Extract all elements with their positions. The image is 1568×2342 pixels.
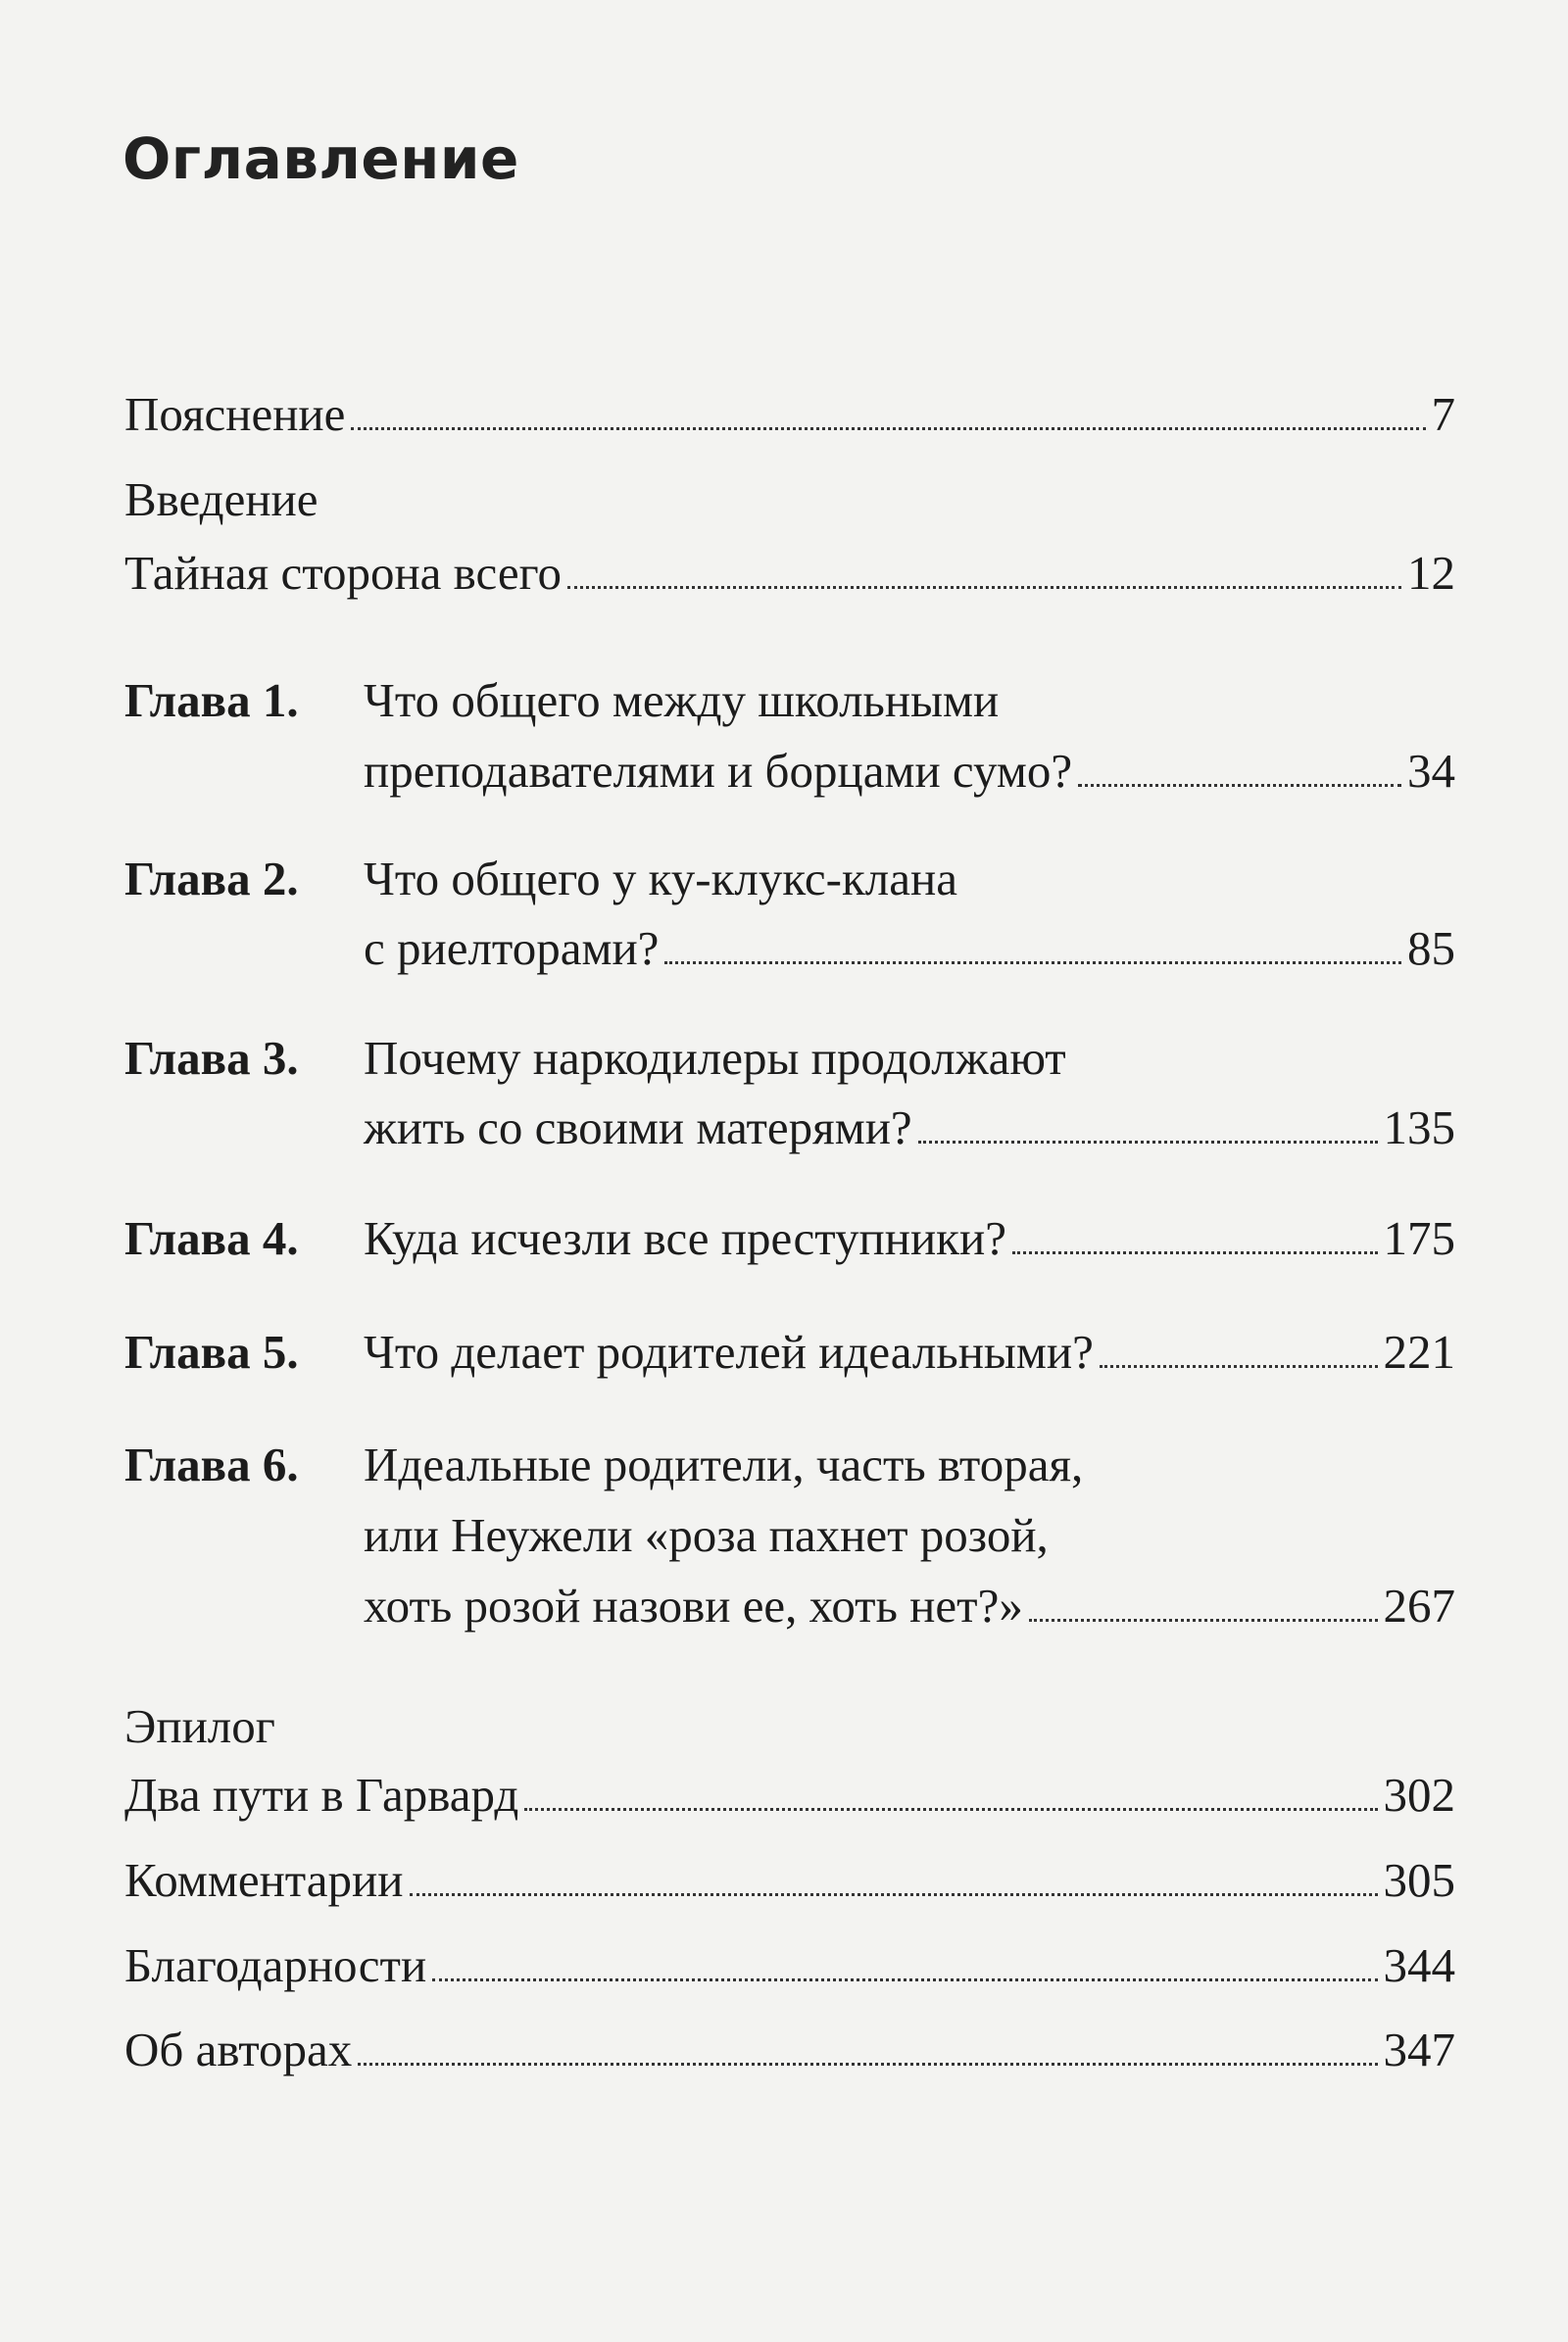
entry-title: жить со своими матерями?: [364, 1100, 912, 1154]
chapter-3-title-line-1[interactable]: Почему наркодилеры продолжают: [364, 1031, 1066, 1085]
chapter-2-title-line-1[interactable]: Что общего у ку-клукс-клана: [364, 852, 957, 905]
chapter-6-label: Глава 6.: [124, 1438, 299, 1491]
chapter-1-title-line-1[interactable]: Что общего между школьными: [364, 673, 1000, 727]
entry-page: 267: [1383, 1579, 1455, 1633]
entry-page: 221: [1383, 1325, 1455, 1379]
dot-leader: [1029, 1619, 1378, 1622]
entry-title: Два пути в Гарвард: [124, 1768, 519, 1822]
chapter-1-label: Глава 1.: [124, 673, 299, 727]
entry-page: 305: [1383, 1853, 1455, 1907]
toc-entry-comments[interactable]: [124, 1851, 1455, 1910]
chapter-5-label: Глава 5.: [124, 1325, 299, 1379]
toc-entry-chapter-6[interactable]: [364, 1577, 1455, 1635]
section-heading-epilogue: Эпилог: [124, 1699, 275, 1753]
entry-title: Пояснение: [124, 387, 346, 441]
dot-leader: [524, 1808, 1377, 1811]
dot-leader: [432, 1978, 1377, 1981]
dot-leader: [664, 961, 1401, 964]
dot-leader: [1012, 1251, 1378, 1254]
page-title: Оглавление: [122, 125, 519, 192]
toc-entry-clarification[interactable]: [124, 385, 1455, 444]
chapter-3-label: Глава 3.: [124, 1031, 299, 1085]
chapter-6-title-line-2[interactable]: или Неужели «роза пахнет розой,: [364, 1508, 1049, 1562]
chapter-6-title-line-1[interactable]: Идеальные родители, часть вторая,: [364, 1438, 1084, 1491]
toc-entry-chapter-1[interactable]: [364, 742, 1455, 801]
entry-title: хоть розой назови ее, хоть нет?»: [364, 1579, 1023, 1633]
toc-entry-thanks[interactable]: [124, 1936, 1455, 1995]
entry-page: 175: [1383, 1211, 1455, 1265]
toc-entry-authors[interactable]: [124, 2021, 1455, 2079]
entry-title: Благодарности: [124, 1938, 427, 1992]
entry-title: Что делает родителей идеальными?: [364, 1325, 1094, 1379]
dot-leader: [567, 586, 1401, 589]
entry-title: Тайная сторона всего: [124, 546, 563, 600]
dot-leader: [410, 1893, 1378, 1896]
toc-entry-intro[interactable]: [124, 544, 1455, 603]
toc-entry-chapter-2[interactable]: [364, 919, 1455, 978]
dot-leader: [918, 1141, 1378, 1144]
entry-page: 344: [1383, 1938, 1455, 1992]
dot-leader: [358, 2063, 1377, 2066]
entry-title: Комментарии: [124, 1853, 404, 1907]
toc-entry-epilogue[interactable]: [124, 1766, 1455, 1825]
entry-page: 135: [1383, 1100, 1455, 1154]
toc-entry-chapter-4[interactable]: [364, 1209, 1455, 1268]
entry-page: 12: [1407, 546, 1455, 600]
dot-leader: [1100, 1365, 1378, 1368]
entry-page: 34: [1407, 744, 1455, 798]
entry-page: 347: [1383, 2023, 1455, 2076]
chapter-4-label: Глава 4.: [124, 1211, 299, 1265]
entry-page: 7: [1431, 387, 1455, 441]
section-heading-intro: Введение: [124, 472, 318, 526]
entry-page: 85: [1407, 921, 1455, 975]
entry-title: Об авторах: [124, 2023, 353, 2076]
toc-entry-chapter-5[interactable]: [364, 1323, 1455, 1382]
toc-entry-chapter-3[interactable]: [364, 1098, 1455, 1157]
entry-title: Куда исчезли все преступники?: [364, 1211, 1006, 1265]
dot-leader: [1078, 784, 1401, 787]
dot-leader: [351, 427, 1425, 430]
entry-title: преподавателями и борцами сумо?: [364, 744, 1073, 798]
entry-title: с риелторами?: [364, 921, 660, 975]
entry-page: 302: [1383, 1768, 1455, 1822]
chapter-2-label: Глава 2.: [124, 852, 299, 905]
